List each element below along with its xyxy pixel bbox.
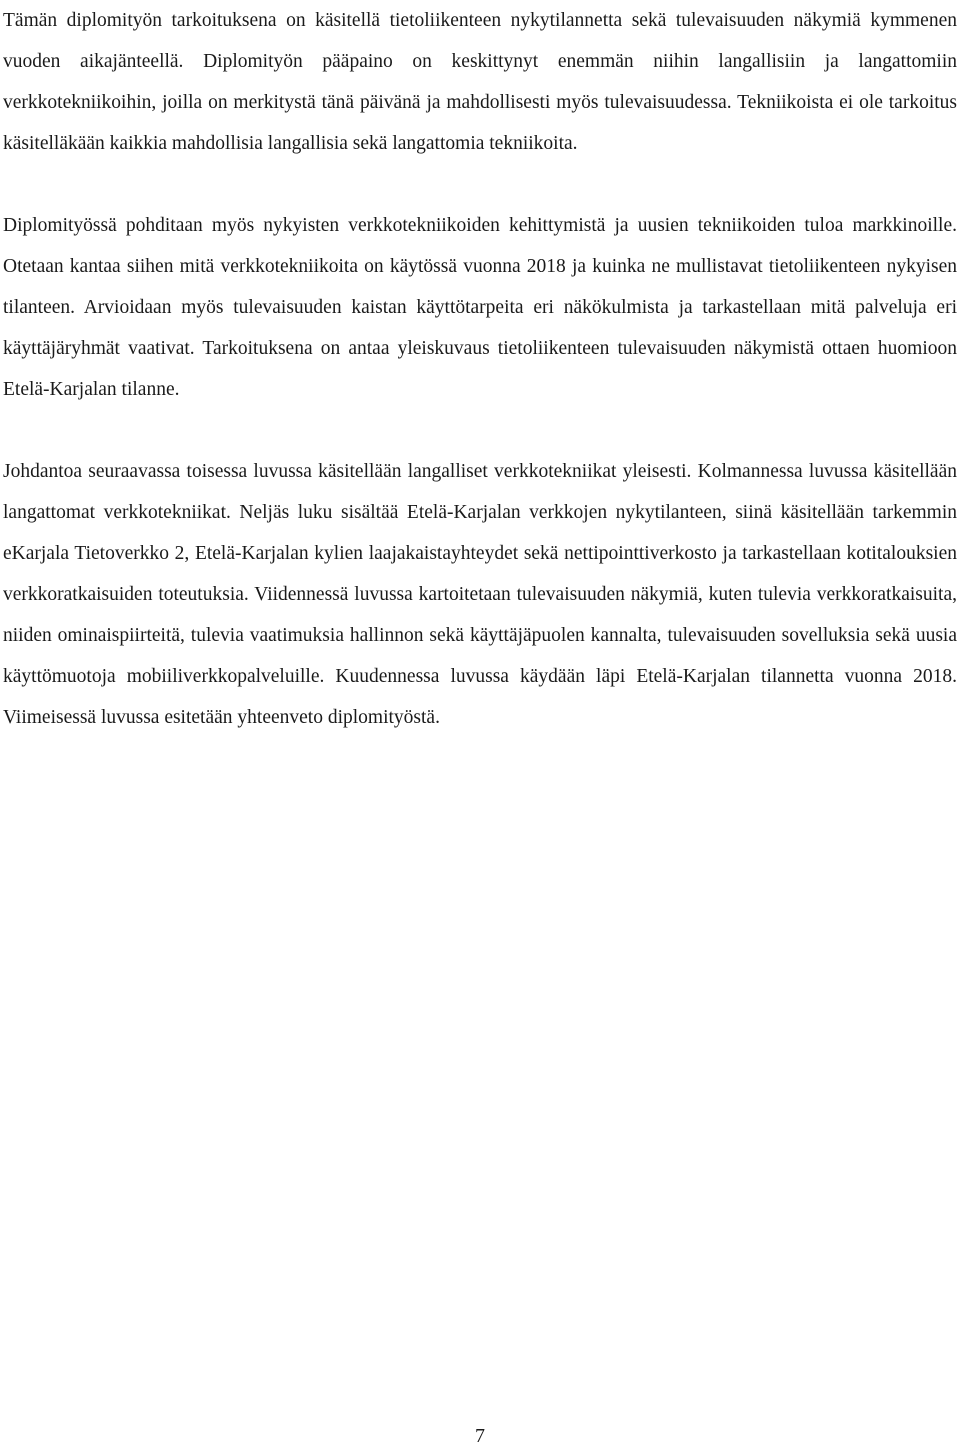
paragraph-purpose: Tämän diplomityön tarkoituksena on käsitellä tietoliikenteen nykytilannetta sekä tulevaisuuden näkymiä kymmenen vuoden aikajänteellä. Diplomityön pääpaino on keskittynyt enemmän niihin langallisiin ja langattomiin verkkotekniikoihin, joilla on merkitystä tänä päivänä ja mahdollisesti myös tulevaisuudessa. Tekniikoista ei ole tarkoitus käsitelläkään kaikkia mahdollisia langallisia sekä langattomia tekniikoita.	[3, 10, 957, 154]
paragraph-structure: Johdantoa seuraavassa toisessa luvussa käsitellään langalliset verkkotekniikat yleisesti. Kolmannessa luvussa käsitellään langattomat verkkotekniikat. Neljäs luku sisältää Etelä-Karjalan verkkojen nykytilanteen, siinä käsitellään tarkemmin eKarjala Tietoverkko 2, Etelä-Karjalan kylien laajakaistayhteydet sekä nettipointtiverkosto ja tarkastellaan kotitalouksien verkkoratkaisuiden toteutuksia. Viidennessä luvussa kartoitetaan tulevaisuuden näkymiä, kuten tulevia verkkoratkaisuita, niiden ominaispiirteitä, tulevia vaatimuksia hallinnon sekä käyttäjäpuolen kannalta, tulevaisuuden sovelluksia sekä uusia käyttömuotoja mobiiliverkkopalveluille. Kuudennessa luvussa käydään läpi Etelä-Karjalan tilannetta vuonna 2018. Viimeisessä luvussa esitetään yhteenveto diplomityöstä.	[3, 461, 957, 728]
paragraph-scope: Diplomityössä pohditaan myös nykyisten verkkotekniikoiden kehittymistä ja uusien tekniikoiden tuloa markkinoille. Otetaan kantaa siihen mitä verkkotekniikoita on käytössä vuonna 2018 ja kuinka ne mullistavat tietoliikenteen nykyisen tilanteen. Arvioidaan myös tulevaisuuden kaistan käyttötarpeita eri näkökulmista ja tarkastellaan mitä palveluja eri käyttäjäryhmät vaativat. Tarkoituksena on antaa yleiskuvaus tietoliikenteen tulevaisuuden näkymistä ottaen huomioon Etelä-Karjalan tilanne.	[3, 215, 957, 400]
body-text	[3, 0, 957, 738]
page-number: 7	[475, 1425, 485, 1447]
